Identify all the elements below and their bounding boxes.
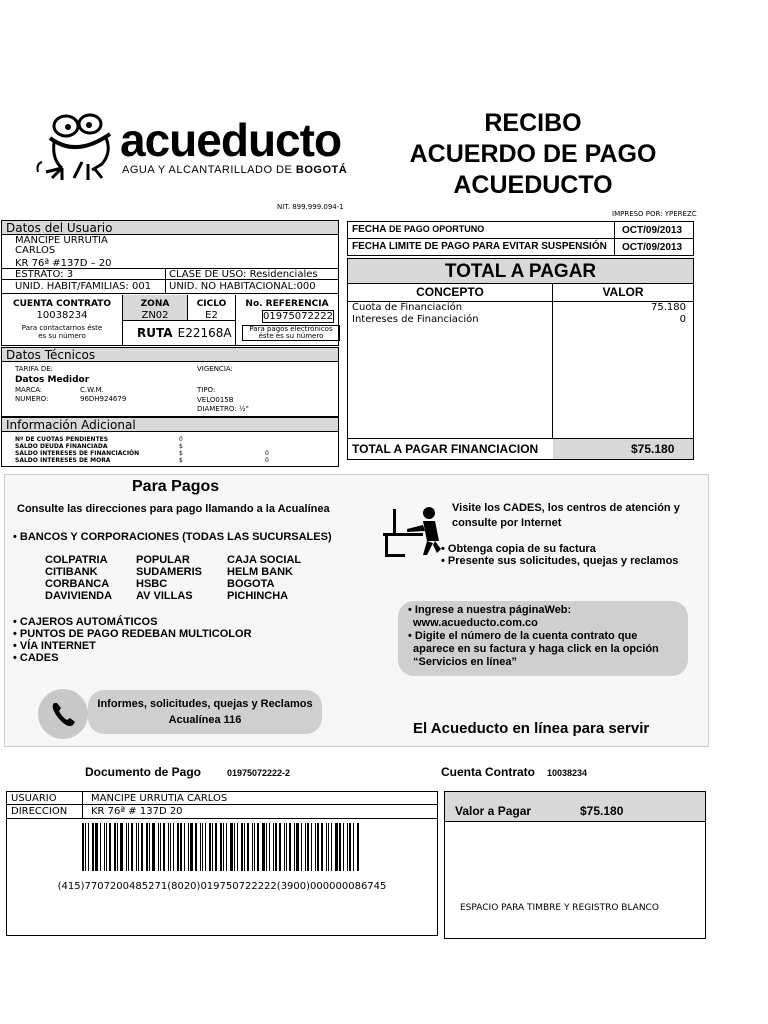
- barcode-bar: [331, 823, 332, 871]
- barcode-bar: [226, 823, 227, 871]
- title-line-2: ACUERDO DE PAGO: [409, 140, 657, 168]
- fecha-limite-label: FECHA LIMITE DE PAGO PARA EVITAR SUSPENSIÓN: [352, 241, 607, 252]
- barcode-bar: [128, 823, 129, 871]
- barcode-bar: [357, 823, 359, 871]
- barcode-bar: [184, 823, 185, 871]
- barcode-bar: [85, 823, 86, 871]
- barcode-bar: [262, 823, 265, 871]
- barcode-bar: [88, 823, 89, 871]
- doc-usuario-value: MANCIPE URRUTIA CARLOS: [91, 793, 228, 804]
- banco-item: CAJA SOCIAL: [227, 554, 302, 566]
- tarifa: TARIFA DE:: [15, 365, 54, 373]
- web-line-4: aparece en su factura y haga click en la opción: [413, 643, 659, 655]
- valor-panel: [444, 791, 706, 939]
- barcode-bar: [160, 823, 161, 871]
- barcode-bar: [200, 823, 201, 871]
- barcode-bar: [149, 823, 150, 871]
- canales-list: [13, 616, 252, 664]
- concepto-name: Cuota de Financiación: [352, 302, 463, 313]
- web-bubble: [398, 601, 688, 676]
- barcode-bar: [315, 823, 316, 871]
- barcode-bar: [131, 823, 133, 871]
- barcode-bar: [163, 823, 165, 871]
- barcode-bar: [311, 823, 312, 871]
- adicional-row-label: SALDO DEUDA FINANCIADA: [15, 443, 108, 450]
- cuenta-contrato-cell: [2, 295, 122, 345]
- cades-bullet: • Presente sus solicitudes, quejas y reclamos: [441, 555, 679, 567]
- referencia-cell: [236, 295, 338, 345]
- informes-bubble: [88, 690, 322, 734]
- referencia-note: [242, 325, 340, 341]
- barcode-bar: [294, 823, 295, 871]
- barcode-bar: [254, 823, 255, 871]
- banco-item: DAVIVIENDA: [45, 590, 113, 602]
- estrato-row: [2, 268, 338, 280]
- barcode-bar: [286, 823, 287, 871]
- total-panel: [347, 258, 694, 460]
- barcode-bar: [177, 823, 179, 871]
- barcode-bar: [136, 823, 137, 871]
- datos-medidor: Datos Medidor: [15, 375, 90, 385]
- barcode-bar: [307, 823, 309, 871]
- barcode-bar: [266, 823, 267, 871]
- ciclo-value: E2: [205, 310, 218, 321]
- doc-direccion-label: DIRECCION: [11, 806, 68, 817]
- ruta-value: E22168A: [177, 326, 232, 340]
- fecha-limite-row: [347, 238, 694, 256]
- adicional-row-v1: $: [179, 450, 183, 457]
- unid-habit: UNID. HABIT/FAMILIAS: 001: [15, 281, 152, 292]
- barcode-bar: [188, 823, 189, 871]
- documento-label: Documento de Pago: [85, 765, 202, 779]
- fecha-limite-value: OCT/09/2013: [622, 242, 683, 253]
- barcode-bar: [339, 823, 341, 871]
- doc-usuario-label: USUARIO: [11, 793, 57, 804]
- barcode-bar: [158, 823, 159, 871]
- frog-logo-icon: [32, 112, 118, 184]
- barcode-bar: [353, 823, 354, 871]
- cades-text: [452, 501, 680, 531]
- barcode-bar: [305, 823, 306, 871]
- tecnicos-panel: [1, 347, 339, 417]
- web-line-1: • Ingrese a nuestra páginaWeb:: [408, 604, 572, 616]
- barcode-bar: [234, 823, 235, 871]
- concepto-row: [352, 302, 690, 314]
- barcode-bar: [244, 823, 245, 871]
- logo-subtitle-city: BOGOTÁ: [295, 164, 348, 176]
- banco-item: HSBC: [136, 578, 168, 590]
- barcode-bar: [95, 823, 98, 871]
- concepto-valor: 0: [679, 314, 686, 325]
- informes-line-2: Acualínea 116: [168, 714, 242, 726]
- barcode-bar: [296, 823, 299, 871]
- adicional-row: [15, 450, 335, 457]
- barcode-bar: [82, 823, 84, 871]
- ref-note-line-1: Para pagos electrónicos: [249, 325, 333, 333]
- barcode-bar: [146, 823, 148, 871]
- barcode-bar: [279, 823, 281, 871]
- barcode-bar: [230, 823, 233, 871]
- unidades-row: [2, 280, 338, 294]
- total-footer-label: TOTAL A PAGAR FINANCIACION: [352, 442, 539, 456]
- cuenta-contrato-doc-label: Cuenta Contrato: [441, 765, 535, 779]
- cuenta-contrato-doc-value: 10038234: [547, 768, 588, 778]
- title-line-1: RECIBO: [484, 109, 582, 137]
- ref-note-line-2: éste es su número: [258, 332, 324, 340]
- logo-subtitle: [122, 164, 347, 176]
- marca-value: C.W.M.: [80, 386, 104, 394]
- banco-item: CORBANCA: [45, 578, 110, 590]
- tecnicos-title: Datos Técnicos: [2, 348, 338, 362]
- clase-uso: CLASE DE USO: Residenciales: [169, 269, 318, 280]
- barcode-bar: [220, 823, 222, 871]
- title-line-3: ACUEDUCTO: [453, 171, 613, 199]
- fecha-oportuno-value: OCT/09/2013: [622, 225, 683, 236]
- barcode-bar: [190, 823, 193, 871]
- adicional-row-v1: $: [179, 443, 183, 450]
- zona-value: ZN02: [141, 310, 169, 321]
- barcode-bar: [141, 823, 143, 871]
- adicional-row-label: SALDO INTERESES DE FINANCIACIÓN: [15, 450, 140, 457]
- valor-header: VALOR: [602, 285, 644, 299]
- barcode-bar: [237, 823, 238, 871]
- barcode-bar: [257, 823, 259, 871]
- barcode-bar: [120, 823, 123, 871]
- banco-item: CITIBANK: [45, 566, 98, 578]
- barcode-bar: [202, 823, 203, 871]
- banco-item: PICHINCHA: [227, 590, 289, 602]
- para-pagos-title: Para Pagos: [132, 478, 220, 495]
- barcode-bar: [223, 823, 224, 871]
- adicional-row-label: SALDO INTERESES DE MORA: [15, 457, 111, 464]
- barcode-bar: [100, 823, 101, 871]
- referencia-value: 01975072222: [263, 311, 333, 322]
- zona-cell: [123, 295, 187, 321]
- barcode-bar: [241, 823, 243, 871]
- banco-item: BOGOTA: [227, 578, 275, 590]
- barcode-bar: [284, 823, 285, 871]
- barcode-bar: [347, 823, 348, 871]
- barcode-bar: [126, 823, 127, 871]
- total-footer-value: $75.180: [631, 442, 675, 456]
- barcode-bar: [106, 823, 107, 871]
- barcode-bar: [109, 823, 111, 871]
- nit: NIT. 899.999.094-1: [277, 203, 344, 211]
- fecha-oportuno-label-a: FECHA: [352, 224, 387, 235]
- adicional-row-v2: 0: [265, 450, 269, 457]
- barcode-bar: [301, 823, 302, 871]
- adicional-row: [15, 457, 335, 464]
- concepto-list: [352, 302, 690, 326]
- valor-pagar-label: Valor a Pagar: [455, 804, 532, 818]
- barcode-bar: [343, 823, 344, 871]
- fecha-oportuno-label: [352, 224, 484, 235]
- unid-no-habit: UNID. NO HABITACIONAL:000: [169, 281, 316, 292]
- usuario-panel: [1, 220, 339, 346]
- vigencia: VIGENCIA:: [197, 365, 233, 373]
- document-title: [388, 108, 678, 201]
- banco-item: POPULAR: [136, 554, 190, 566]
- barcode-bar: [168, 823, 169, 871]
- adicional-row: [15, 436, 335, 443]
- barcode-text: (415)7707200485271(8020)019750722222(3900)000000086745: [57, 881, 387, 892]
- canal-item: • VÍA INTERNET: [13, 640, 96, 652]
- documento-value: 01975072222-2: [227, 768, 291, 778]
- cuenta-note-line-1: Para contactarnos éste: [21, 324, 103, 332]
- ruta-label: RUTA: [137, 326, 173, 340]
- barcode-bar: [138, 823, 139, 871]
- barcode-bar: [289, 823, 291, 871]
- ciclo-cell: [188, 295, 235, 321]
- concepto-valor: 75.180: [651, 302, 686, 313]
- zona-label: ZONA: [140, 299, 170, 309]
- concepto-row: [352, 314, 690, 326]
- total-title: TOTAL A PAGAR: [348, 259, 693, 284]
- marca-label: MARCA:: [15, 386, 43, 394]
- adicional-row-v1: $: [179, 457, 183, 464]
- barcode-bar: [326, 823, 327, 871]
- cades-bullets: [441, 543, 678, 567]
- usuario-name-line-1: MANCIPE URRUTIA: [15, 235, 108, 246]
- adicional-row-v1: 0: [179, 436, 183, 443]
- barcode-bar: [209, 823, 211, 871]
- web-line-5: “Servicios en línea”: [413, 656, 517, 668]
- bancos-col-3: [227, 554, 301, 602]
- adicional-panel: [1, 417, 339, 467]
- barcode-bar: [152, 823, 155, 871]
- canal-item: • CAJEROS AUTOMÁTICOS: [13, 616, 158, 628]
- barcode-bar: [317, 823, 319, 871]
- barcode-bar: [247, 823, 249, 871]
- barcode-bar: [273, 823, 274, 871]
- referencia-label: No. REFERENCIA: [245, 299, 329, 309]
- barcode-bar: [114, 823, 116, 871]
- tipo-label: TIPO:: [197, 386, 216, 394]
- barcode-bar: [349, 823, 351, 871]
- documento-panel: [6, 791, 438, 936]
- concepto-header: CONCEPTO: [416, 285, 484, 299]
- cuenta-note-line-2: es su número: [38, 332, 86, 340]
- barcode-bar: [215, 823, 217, 871]
- barcode-bar: [212, 823, 213, 871]
- logo-subtitle-prefix: AGUA Y ALCANTARILLADO DE: [122, 164, 293, 176]
- barcode-bar: [170, 823, 171, 871]
- phone-handset-icon: [38, 689, 88, 739]
- adicional-title: Información Adicional: [2, 418, 338, 432]
- barcode-bar: [173, 823, 174, 871]
- fecha-oportuno-row: [347, 221, 694, 239]
- cuenta-contrato-value: 10038234: [36, 310, 88, 321]
- cades-line-1: Visite los CADES, los centros de atención y: [452, 502, 680, 514]
- tipo-value: VELO015B: [197, 396, 234, 404]
- logo: [32, 112, 367, 187]
- canal-item: • PUNTOS DE PAGO REDEBAN MULTICOLOR: [13, 628, 252, 640]
- barcode-bar: [275, 823, 277, 871]
- bancos-col-1: [45, 554, 112, 602]
- ruta-cell: [123, 322, 235, 342]
- web-url[interactable]: www.acueducto.com.co: [413, 617, 538, 629]
- cuenta-contrato-note: [2, 324, 122, 340]
- barcode-bar: [117, 823, 118, 871]
- barcode-bar: [252, 823, 253, 871]
- adicional-row: [15, 443, 335, 450]
- barcode-bar: [92, 823, 94, 871]
- web-line-3: • Digite el número de la cuenta contrato que: [408, 630, 638, 642]
- diametro: DIAMETRO: ½": [197, 405, 249, 413]
- phone-icon: [38, 689, 88, 739]
- valor-pagar-value: $75.180: [580, 804, 624, 818]
- banco-item: AV VILLAS: [136, 590, 193, 602]
- numero-label: NUMERO:: [15, 395, 49, 403]
- banco-item: COLPATRIA: [45, 554, 108, 566]
- para-pagos-subtitle: Consulte las direcciones para pago llamando a la Acualínea: [17, 503, 330, 515]
- barcode-bar: [269, 823, 270, 871]
- estrato: ESTRATO: 3: [15, 269, 74, 280]
- usuario-title: Datos del Usuario: [2, 221, 338, 235]
- fecha-oportuno-label-b: DE PAGO OPORTUNO: [386, 224, 485, 234]
- usuario-name: [15, 236, 108, 256]
- usuario-address: KR 76ª #137D – 20: [15, 258, 112, 269]
- barcode: [82, 823, 362, 871]
- barcode-bar: [328, 823, 329, 871]
- espacio-timbre: ESPACIO PARA TIMBRE Y REGISTRO BLANCO: [460, 903, 659, 913]
- doc-direccion-value: KR 76ª # 137D 20: [91, 806, 183, 817]
- barcode-bar: [335, 823, 338, 871]
- numero-value: 96DH924679: [80, 395, 127, 403]
- cades-bullet: • Obtenga copia de su factura: [441, 543, 596, 555]
- banco-item: HELM BANK: [227, 566, 293, 578]
- cades-line-2: consulte por Internet: [452, 517, 562, 529]
- adicional-row-label: Nº DE CUOTAS PENDIENTES: [15, 436, 109, 443]
- concepto-name: Intereses de Financiación: [352, 314, 479, 325]
- barcode-bar: [180, 823, 182, 871]
- cuenta-contrato-label: CUENTA CONTRATO: [12, 299, 112, 309]
- slogan: El Acueducto en línea para servir: [413, 720, 650, 737]
- barcode-bar: [321, 823, 323, 871]
- impreso-por: IMPRESO POR: YPEREZC: [612, 210, 697, 218]
- adicional-rows: [15, 436, 335, 464]
- informes-line-1: Informes, solicitudes, quejas y Reclamos: [97, 698, 313, 710]
- barcode-bar: [205, 823, 206, 871]
- bancos-col-2: [136, 554, 202, 602]
- canal-item: • CADES: [13, 652, 59, 664]
- para-pagos-panel: [4, 474, 709, 747]
- barcode-bar: [195, 823, 197, 871]
- ciclo-label: CICLO: [196, 299, 227, 309]
- logo-wordmark: acueducto: [120, 114, 342, 166]
- barcode-bar: [104, 823, 105, 871]
- banco-item: SUDAMERIS: [136, 566, 203, 578]
- person-at-computer-icon: [383, 503, 445, 561]
- adicional-row-v2: 0: [265, 457, 269, 464]
- usuario-name-line-2: CARLOS: [15, 245, 56, 256]
- bancos-title: • BANCOS Y CORPORACIONES (TODAS LAS SUCURSALES): [13, 531, 332, 543]
